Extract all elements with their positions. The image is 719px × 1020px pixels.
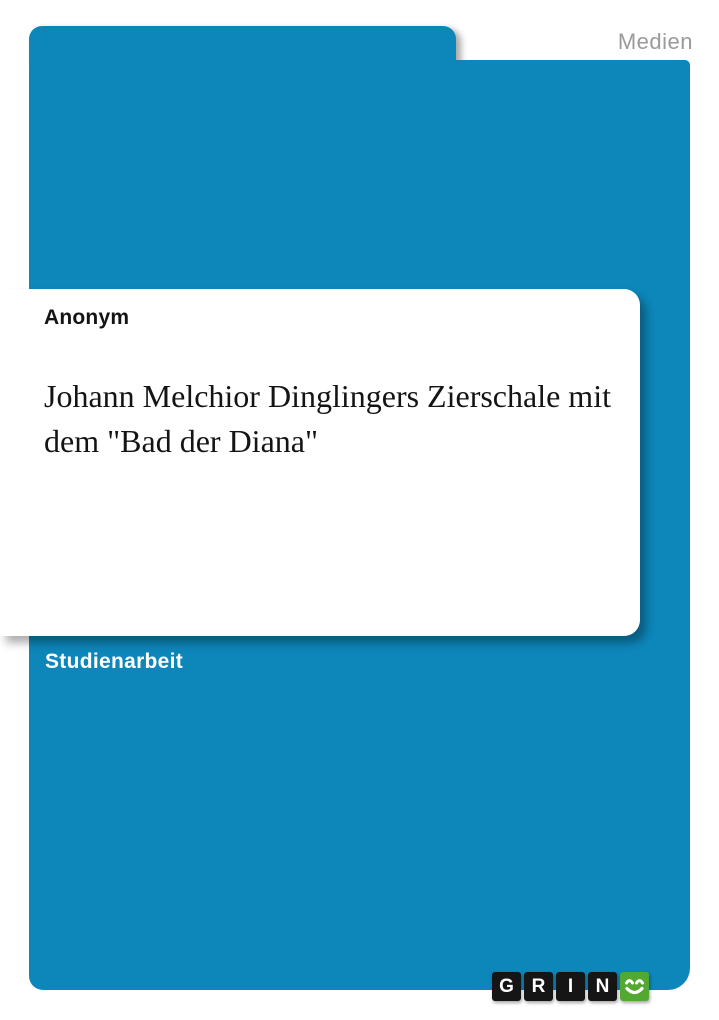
document-title: Johann Melchior Dinglingers Zierschale mit dem "Bad der Diana" — [44, 378, 611, 459]
grin-logo — [492, 972, 649, 1001]
document-type-label: Studienarbeit — [45, 650, 184, 673]
logo-letter-n: N — [588, 972, 617, 1001]
category-label: Medien — [617, 29, 693, 54]
logo-letter-g: G — [492, 972, 521, 1001]
logo-letter-r: R — [524, 972, 553, 1001]
smiley-icon — [620, 972, 649, 1001]
author-name: Anonym — [44, 306, 130, 329]
logo-letter-i: I — [556, 972, 585, 1001]
title-card — [0, 289, 640, 636]
